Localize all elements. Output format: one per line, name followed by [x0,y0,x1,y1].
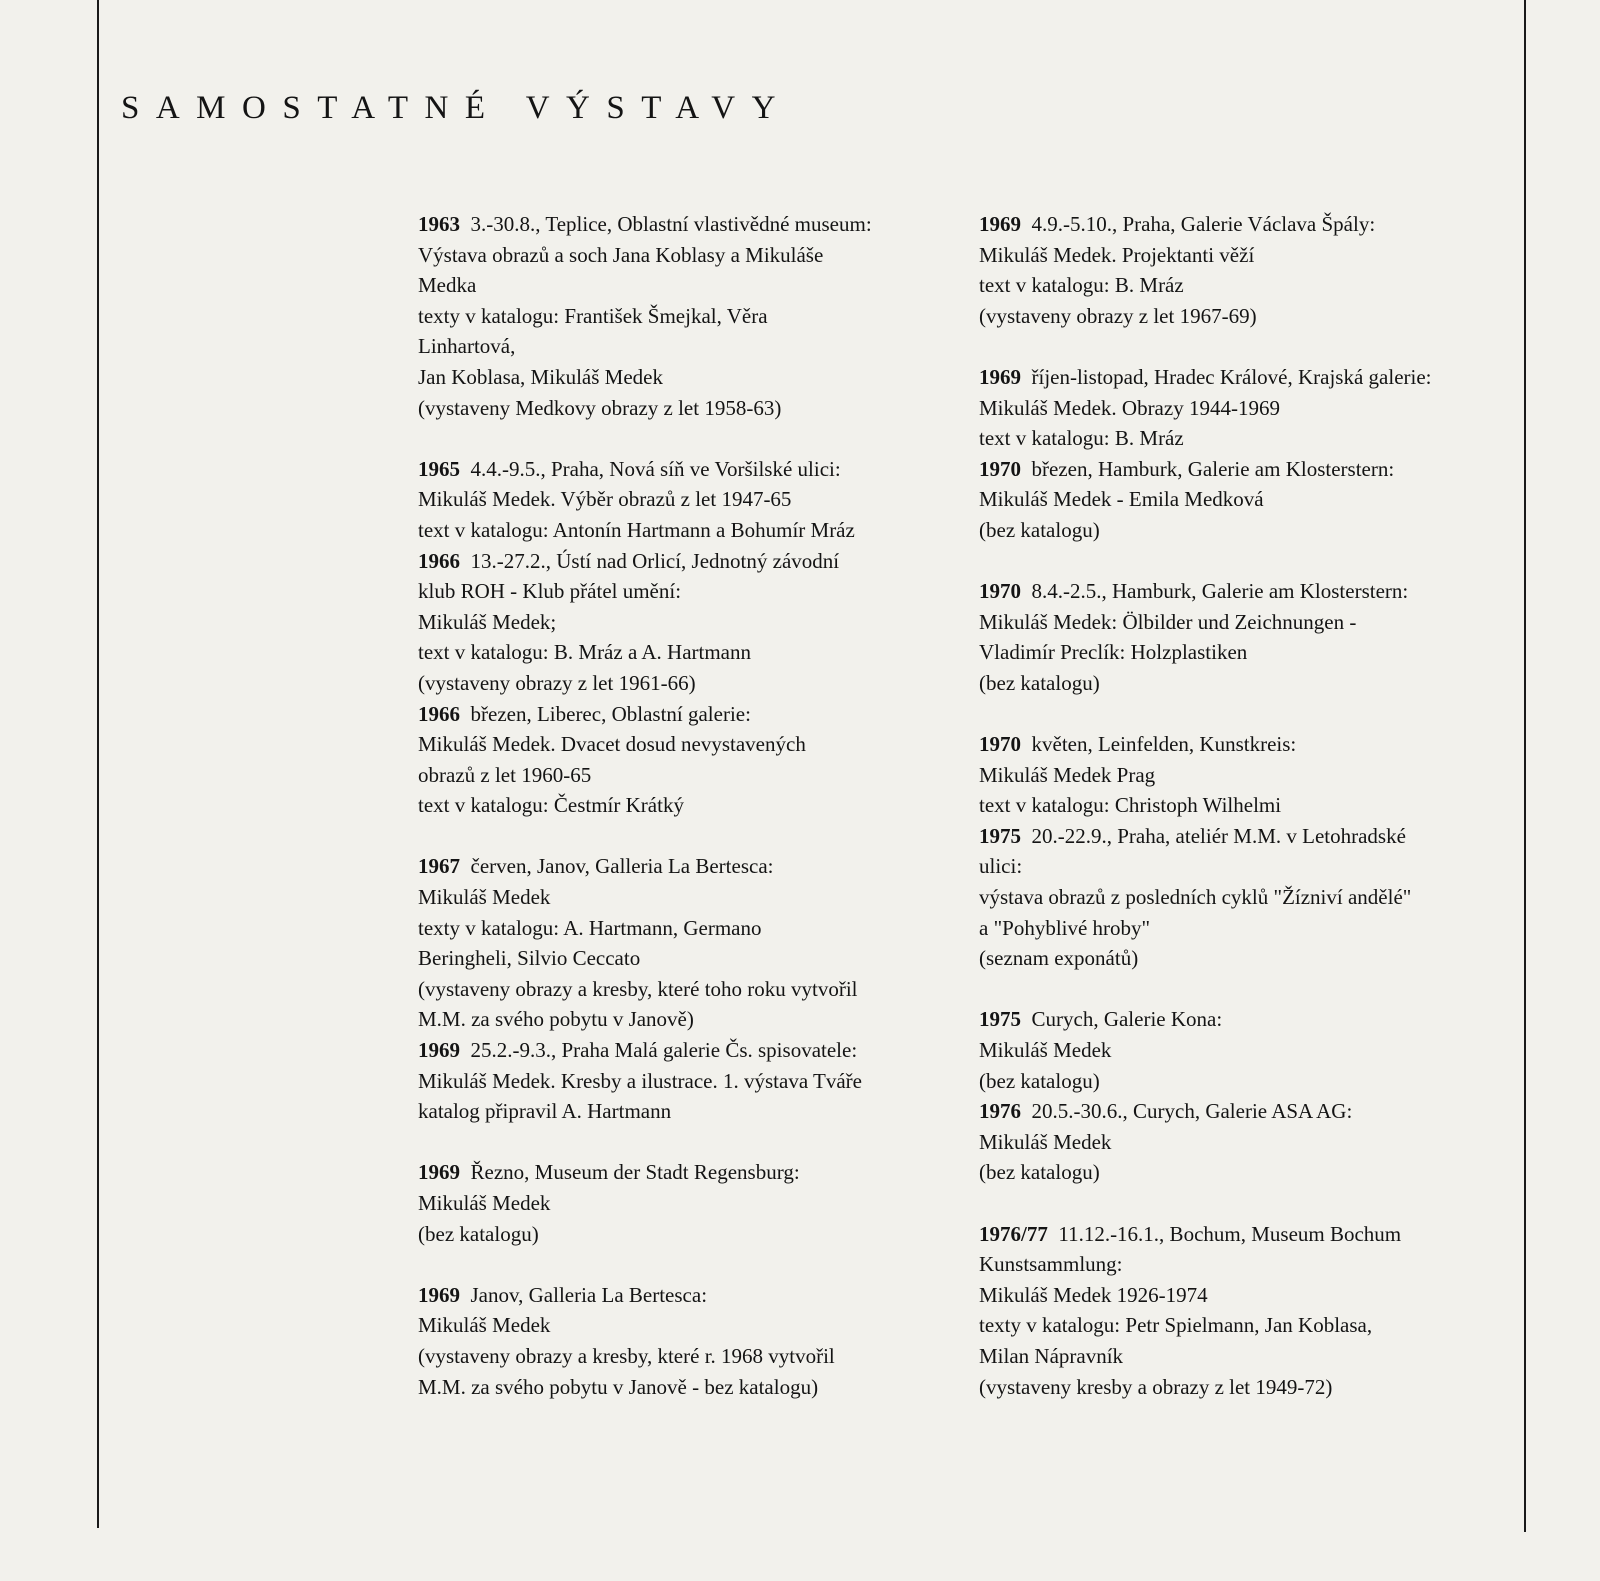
exhibition-year: 1966 [418,701,460,726]
exhibition-year: 1969 [979,212,1021,236]
exhibition-year: 1966 [418,548,460,573]
exhibition-text-line: Mikuláš Medek [418,885,551,910]
exhibition-entry [418,699,948,821]
exhibition-text-line: M.M. za svého pobytu v Janově - bez katalogu) [418,1374,819,1399]
exhibition-text-line: texty v katalogu: Petr Spielmann, Jan Koblasa, [979,1313,1373,1338]
exhibition-text-line: Curych, Galerie Kona: [1031,1007,1223,1032]
exhibition-first-line [979,362,1509,393]
exhibition-entry [979,1096,1509,1188]
exhibition-entry [979,362,1509,454]
exhibition-year: 1975 [979,823,1021,848]
exhibition-text-line: Výstava obrazů a soch Jana Koblasy a Mikuláše [418,242,824,267]
exhibition-text-line: Mikuláš Medek. Projektanti věží [979,242,1255,267]
exhibition-text-line: Mikuláš Medek: Ölbilder und Zeichnungen - [979,609,1357,634]
exhibition-year: 1969 [418,1282,460,1307]
exhibition-text-line: (bez katalogu) [979,1068,1100,1093]
entry-spacer [979,331,1509,362]
exhibition-year: 1965 [418,456,460,481]
exhibition-first-line [418,1280,948,1311]
exhibition-year: 1967 [418,854,460,879]
entry-spacer [418,423,948,454]
entry-spacer [979,974,1509,1005]
exhibition-first-line [979,209,1509,240]
exhibition-entry [418,1280,948,1402]
entry-spacer [979,699,1509,730]
exhibition-text-line: Milan Nápravník [979,1343,1124,1368]
exhibition-text-line: 20.-22.9., Praha, ateliér M.M. v Letohradské [1031,823,1406,848]
page-border-left [97,0,99,1528]
exhibition-first-line [979,576,1509,607]
exhibition-first-line [418,546,948,577]
exhibition-first-line [418,454,948,485]
exhibition-text-line: 13.-27.2., Ústí nad Orlicí, Jednotný závodní [470,548,840,573]
page-border-right [1524,0,1526,1532]
exhibition-text-line: (seznam exponátů) [979,946,1139,971]
exhibition-text-line: Linhartová, [418,334,516,359]
exhibition-year: 1970 [979,732,1021,757]
entry-spacer [418,1249,948,1280]
exhibition-year: 1976 [979,1099,1021,1124]
page-title: SAMOSTATNÉ VÝSTAVY [121,90,792,126]
exhibition-text-line: Mikuláš Medek Prag [979,762,1156,787]
exhibition-text-line: Beringheli, Silvio Ceccato [418,946,641,971]
exhibition-entry [979,454,1509,546]
exhibition-text-line: Mikuláš Medek [979,1038,1112,1063]
exhibition-text-line: text v katalogu: B. Mráz a A. Hartmann [418,640,751,665]
exhibition-text-line: (bez katalogu) [979,1160,1100,1185]
exhibition-text-line: Mikuláš Medek. Výběr obrazů z let 1947-65 [418,487,792,512]
exhibition-text-line: 11.12.-16.1., Bochum, Museum Bochum [1058,1221,1402,1246]
entry-spacer [418,821,948,852]
exhibition-entry [418,851,948,1035]
exhibition-text-line: (vystaveny kresby a obrazy z let 1949-72) [979,1374,1333,1399]
exhibition-text-line: říjen-listopad, Hradec Králové, Krajská galerie: [1031,364,1432,389]
exhibition-entry [418,454,948,546]
exhibition-entry [979,1219,1509,1403]
exhibition-text-line: 8.4.-2.5., Hamburk, Galerie am Klosterstern: [1031,579,1409,604]
exhibition-text-line: březen, Liberec, Oblastní galerie: [470,701,751,726]
entry-spacer [418,1127,948,1158]
exhibition-list-right [979,209,1509,1402]
exhibition-first-line [418,1157,948,1188]
exhibition-text-line: obrazů z let 1960-65 [418,762,592,787]
exhibition-text-line: Jan Koblasa, Mikuláš Medek [418,364,663,389]
exhibition-year: 1969 [418,1038,460,1063]
exhibition-text-line: texty v katalogu: František Šmejkal, Věra [418,303,768,328]
exhibition-text-line: texty v katalogu: A. Hartmann, Germano [418,915,762,940]
exhibition-text-line: květen, Leinfelden, Kunstkreis: [1031,732,1297,757]
exhibition-text-line: Mikuláš Medek 1926-1974 [979,1282,1208,1307]
exhibition-entry [979,1004,1509,1096]
exhibition-text-line: Mikuláš Medek. Kresby a ilustrace. 1. výstava Tváře [418,1068,862,1093]
exhibition-text-line: 20.5.-30.6., Curych, Galerie ASA AG: [1031,1099,1353,1124]
exhibition-first-line [979,729,1509,760]
exhibition-text-line: klub ROH - Klub přátel umění: [418,579,682,604]
exhibition-entry [979,729,1509,821]
exhibition-text-line: Mikuláš Medek [979,1129,1112,1154]
exhibition-text-line: Mikuláš Medek - Emila Medková [979,487,1264,512]
exhibition-text-line: (vystaveny obrazy a kresby, které toho roku vytvořil [418,976,858,1001]
exhibition-text-line: (vystaveny obrazy z let 1961-66) [418,670,696,695]
exhibition-text-line: březen, Hamburk, Galerie am Klosterstern: [1031,456,1395,481]
exhibition-text-line: Mikuláš Medek. Obrazy 1944-1969 [979,395,1280,420]
exhibition-first-line [979,1219,1509,1250]
exhibition-text-line: Mikuláš Medek [418,1313,551,1338]
exhibition-year: 1963 [418,212,460,236]
exhibition-text-line: výstava obrazů z posledních cyklů "Žízniví andělé" [979,885,1412,910]
exhibition-entry [979,576,1509,698]
exhibition-text-line: Řezno, Museum der Stadt Regensburg: [470,1160,800,1185]
exhibition-text-line: text v katalogu: Antonín Hartmann a Bohumír Mráz [418,517,855,542]
exhibition-first-line [418,851,948,882]
exhibition-year: 1969 [979,364,1021,389]
exhibition-first-line [418,699,948,730]
exhibition-text-line: 3.-30.8., Teplice, Oblastní vlastivědné museum: [470,212,872,236]
exhibition-entry [979,209,1509,331]
exhibition-text-line: 25.2.-9.3., Praha Malá galerie Čs. spisovatele: [470,1038,858,1063]
exhibition-first-line [979,821,1509,852]
exhibition-text-line: (vystaveny obrazy a kresby, které r. 1968 vytvořil [418,1343,835,1368]
exhibition-first-line [979,454,1509,485]
exhibition-year: 1970 [979,456,1021,481]
exhibition-text-line: Mikuláš Medek. Dvacet dosud nevystavených [418,732,806,757]
exhibition-text-line: a "Pohyblivé hroby" [979,915,1151,940]
exhibition-text-line: ulici: [979,854,1023,879]
exhibition-year: 1969 [418,1160,460,1185]
exhibition-text-line: (vystaveny Medkovy obrazy z let 1958-63) [418,395,782,420]
exhibition-entry [418,209,948,423]
exhibition-text-line: 4.4.-9.5., Praha, Nová síň ve Voršilské ulici: [470,456,841,481]
exhibition-list-left [418,209,948,1402]
exhibition-text-line: text v katalogu: B. Mráz [979,273,1184,298]
exhibition-text-line: Janov, Galleria La Bertesca: [470,1282,708,1307]
exhibition-entry [418,546,948,699]
exhibition-entry [979,821,1509,974]
exhibition-text-line: Vladimír Preclík: Holzplastiken [979,640,1248,665]
exhibition-first-line [979,1004,1509,1035]
exhibition-entry [418,1157,948,1249]
exhibition-text-line: (bez katalogu) [979,517,1100,542]
exhibition-text-line: Kunstsammlung: [979,1252,1123,1277]
exhibition-text-line: text v katalogu: Čestmír Krátký [418,793,684,818]
entry-spacer [979,546,1509,577]
exhibition-first-line [418,209,948,240]
exhibition-year: 1975 [979,1007,1021,1032]
exhibition-year: 1976/77 [979,1221,1048,1246]
exhibition-text-line: Mikuláš Medek; [418,609,557,634]
exhibition-text-line: text v katalogu: B. Mráz [979,426,1184,451]
exhibition-text-line: text v katalogu: Christoph Wilhelmi [979,793,1282,818]
exhibition-text-line: (vystaveny obrazy z let 1967-69) [979,303,1257,328]
exhibition-text-line: 4.9.-5.10., Praha, Galerie Václava Špály: [1031,212,1376,236]
exhibition-first-line [979,1096,1509,1127]
entry-spacer [979,1188,1509,1219]
exhibition-entry [418,1035,948,1127]
exhibition-text-line: (bez katalogu) [418,1221,539,1246]
exhibition-year: 1970 [979,579,1021,604]
exhibition-text-line: M.M. za svého pobytu v Janově) [418,1007,694,1032]
exhibition-text-line: červen, Janov, Galleria La Bertesca: [470,854,774,879]
exhibition-text-line: Medka [418,273,477,298]
exhibition-first-line [418,1035,948,1066]
exhibition-text-line: (bez katalogu) [979,670,1100,695]
exhibition-text-line: Mikuláš Medek [418,1191,551,1215]
exhibition-text-line: katalog připravil A. Hartmann [418,1099,672,1124]
